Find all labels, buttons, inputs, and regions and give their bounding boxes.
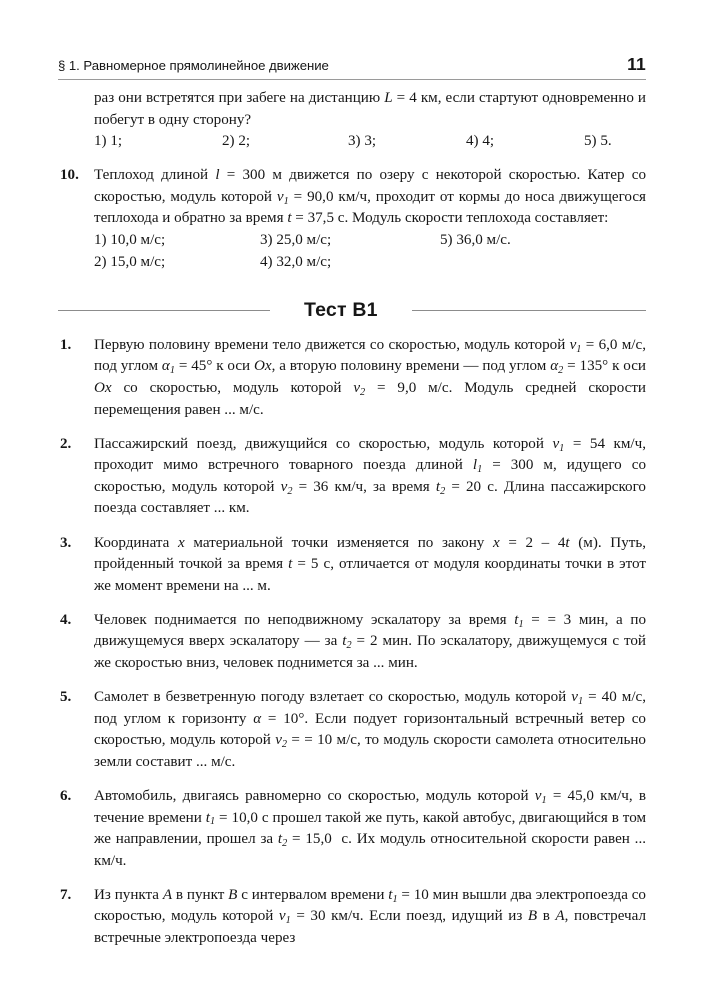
heading-rule-left: [58, 310, 270, 311]
test-problem-7: [58, 885, 646, 950]
problem-10: [58, 165, 646, 230]
test-section-heading: [58, 299, 646, 322]
test-problem-3: [58, 533, 646, 598]
option-row: [94, 230, 646, 252]
test-problem-6-number: 6.: [60, 787, 72, 804]
test-problem-5-number: 5.: [60, 689, 72, 706]
test-problem-7-text: Из пункта A в пункт B с интервалом времени $t_1 = 10$ мин вышли два электропоезда со скоростью, модуль которой $v_1 = 30$ км/ч. Если поезд, идущий из B в A, повстречал встречные электропоезда через: [94, 886, 646, 946]
test-problem-5: [58, 687, 646, 773]
page-content: [58, 88, 646, 950]
option-2[interactable]: 2) 2;: [222, 133, 251, 150]
option-row: [94, 252, 646, 274]
test-problem-4-text: Человек поднимается по неподвижному эскалатору за время $t_1$ = = 3 мин, а по движущемуся вверх эскалатору — за $t_2 = 2$ мин. По эскалатору, движущемуся с той же скоростью вниз, человек поднимется за ... мин.: [94, 611, 647, 671]
option-4[interactable]: 4) 32,0 м/с;: [260, 253, 332, 270]
test-problem-3-number: 3.: [60, 534, 72, 551]
header-divider: [58, 79, 646, 80]
test-problem-2-number: 2.: [60, 435, 72, 452]
option-3[interactable]: 3) 25,0 м/с;: [260, 232, 332, 249]
option-2[interactable]: 2) 15,0 м/с;: [94, 253, 166, 270]
problem-10-options: [94, 230, 646, 273]
option-3[interactable]: 3) 3;: [348, 133, 377, 150]
test-problem-2: [58, 434, 646, 520]
test-problem-1-text: Первую половину времени тело движется со скоростью, модуль которой $v_1 = 6,0$ м/с, под углом $\alpha_1 = 45^\circ$ к оси Ox, а вторую половину времени — под углом $\alpha_2 = 135^\circ$ к оси Ox со скоростью, модуль которой $v_2 = 9,0$ м/с. Модуль средней скорости перемещения равен ... м/с.: [94, 336, 646, 418]
test-problem-4-number: 4.: [60, 611, 72, 628]
heading-rule-right: [412, 310, 646, 311]
problem-10-text: Теплоход длиной l = 300 м движется по озеру с некоторой скоростью. Катер со скоростью, модуль которой $v_1 = 90,0$ км/ч, проходит от кормы до носа движущегося теплохода и обратно за время t = 37,5 с. Модуль скорости теплохода составляет:: [94, 167, 646, 227]
test-problem-2-text: Пассажирский поезд, движущийся со скоростью, модуль которой $v_1 = 54$ км/ч, проходит мимо встречного товарного поезда длиной $l_1 = 300$ м, идущего со скоростью, модуль которой $v_2 = 36$ км/ч, за время $t_2 = 20$ с. Длина пассажирского поезда составляет ... км.: [94, 435, 646, 517]
problem-10-number: 10.: [60, 167, 79, 184]
test-problem-1: [58, 335, 646, 421]
option-row: [94, 131, 646, 153]
test-problem-4: [58, 610, 646, 675]
option-5[interactable]: 5) 5.: [584, 133, 612, 150]
page-number: 11: [627, 54, 646, 74]
option-1[interactable]: 1) 1;: [94, 133, 123, 150]
page-header: [58, 54, 646, 75]
test-problem-6-text: Автомобиль, двигаясь равномерно со скоростью, модуль которой $v_1 = 45,0$ км/ч, в течение времени $t_1 = 10,0$ с прошел такой же путь, какой автобус, двигающийся в том же направлении, прошел за $t_2 = 15,0$ с. Их модуль относительной скорости равен ... км/ч.: [94, 787, 647, 869]
option-4[interactable]: 4) 4;: [466, 133, 495, 150]
test-problem-6: [58, 786, 646, 872]
section-title: § 1. Равномерное прямолинейное движение: [58, 58, 329, 73]
continuation-paragraph: раз они встретятся при забеге на дистанцию L = 4 км, если стартуют одновременно и побегут в одну сторону?: [94, 90, 647, 128]
test-problem-5-text: Самолет в безветренную погоду взлетает со скоростью, модуль которой $v_1 = 40$ м/с, под углом к горизонту α = 10°. Если подует горизонтальный встречный ветер со скоростью, модуль которой $v_2$ = = 10 м/с, то модуль скорости самолета относительно земли составит ... м/с.: [94, 689, 646, 770]
option-1[interactable]: 1) 10,0 м/с;: [94, 232, 166, 249]
test-problem-3-text: Координата x материальной точки изменяется по закону x = 2 – 4t (м). Путь, пройденный точкой за время t = 5 с, отличается от модуля координаты точки в этот же момент времени на ... м.: [94, 534, 646, 594]
test-problem-1-number: 1.: [60, 336, 72, 353]
test-problem-7-number: 7.: [60, 886, 72, 903]
continuation-options: [94, 131, 646, 153]
test-heading-label: Тест В1: [304, 299, 378, 322]
option-5[interactable]: 5) 36,0 м/с.: [440, 232, 511, 249]
